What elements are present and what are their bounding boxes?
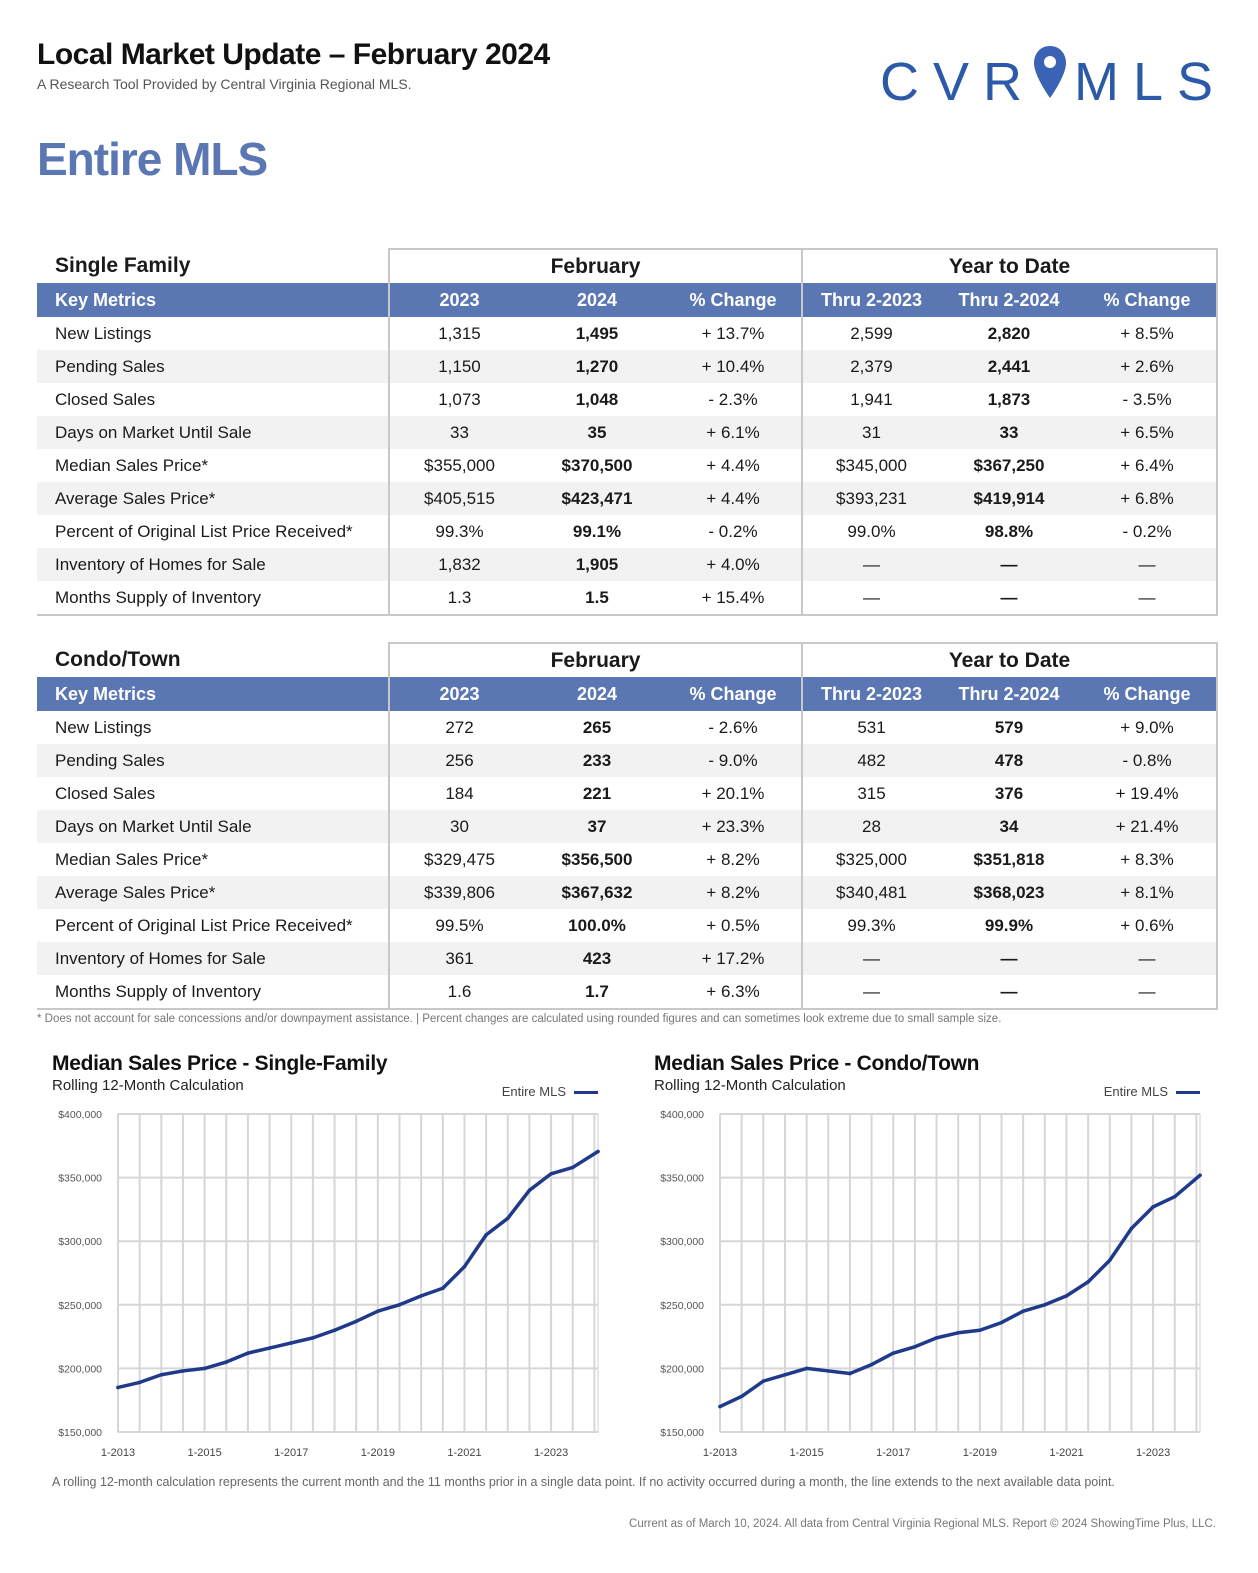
page-subtitle: A Research Tool Provided by Central Virginia Regional MLS.: [37, 76, 412, 92]
metric-value: 265: [582, 717, 612, 737]
metric-value: + 4.4%: [706, 455, 760, 475]
data-point: [762, 1379, 766, 1383]
rolling-calculation-note: A rolling 12-month calculation represents the current month and the 11 months prior in a single data point. If no activity occurred during a month, the line extends to the next available data point.: [52, 1475, 1115, 1489]
table-row: [37, 843, 1217, 876]
y-tick-label: $300,000: [660, 1236, 704, 1249]
metric-value: 233: [529, 744, 665, 777]
data-point: [826, 1369, 830, 1373]
chart-subtitle: Rolling 12-Month Calculation: [654, 1077, 846, 1094]
page-title: Local Market Update – February 2024: [37, 38, 550, 71]
metric-value: 34: [940, 810, 1078, 843]
chart-subtitle: Rolling 12-Month Calculation: [52, 1077, 244, 1094]
metric-value: 99.1%: [572, 521, 622, 541]
metric-value: + 8.2%: [665, 876, 802, 909]
table-row: [37, 909, 1217, 942]
data-point: [354, 1320, 358, 1324]
table-row: [37, 383, 1217, 416]
data-point: [1130, 1227, 1134, 1231]
x-tick-label: 1-2017: [274, 1447, 309, 1459]
data-point: [246, 1351, 250, 1355]
metric-value: + 6.8%: [1078, 482, 1217, 515]
metric-value: 35: [529, 416, 665, 449]
y-tick-label: $200,000: [58, 1363, 102, 1376]
data-point: [1043, 1303, 1047, 1307]
metric-label: Months Supply of Inventory: [37, 975, 389, 1009]
metric-value: + 6.1%: [665, 416, 802, 449]
map-pin-icon: [1034, 46, 1066, 98]
data-point: [311, 1336, 315, 1340]
x-tick-label: 1-2015: [187, 1447, 222, 1459]
column-header: % Change: [1078, 677, 1217, 711]
metric-value: + 4.4%: [665, 482, 802, 515]
x-tick-label: 1-2023: [533, 1447, 569, 1459]
data-point: [116, 1386, 120, 1390]
metric-value: - 0.8%: [1078, 744, 1217, 777]
table-row: [37, 515, 1217, 548]
metric-value: - 9.0%: [665, 744, 802, 777]
metric-value: + 8.1%: [1078, 876, 1217, 909]
group-month-header: February: [389, 643, 802, 677]
metric-value: + 0.6%: [1078, 909, 1217, 942]
metric-value: 1,941: [802, 383, 940, 416]
data-point: [891, 1351, 895, 1355]
metric-value: $367,632: [529, 876, 665, 909]
legend-label: Entire MLS: [1103, 1084, 1168, 1099]
x-tick-label: 1-2019: [360, 1447, 395, 1459]
metric-value: 361: [389, 942, 529, 975]
table-row: [37, 942, 1217, 975]
metric-label: Median Sales Price*: [55, 455, 209, 475]
data-point: [224, 1360, 228, 1364]
x-tick-label: 1-2013: [100, 1447, 136, 1459]
metric-value: 184: [389, 777, 529, 810]
metric-value: $339,806: [389, 876, 529, 909]
column-header: % Change: [665, 677, 802, 711]
metric-value: —: [940, 581, 1078, 615]
x-tick-label: 1-2013: [702, 1447, 738, 1459]
metric-value: $419,914: [940, 482, 1078, 515]
metric-value: + 19.4%: [1078, 777, 1217, 810]
metric-value: —: [802, 942, 940, 975]
condo-town-price-chart: [642, 1100, 1222, 1470]
metric-value: —: [802, 975, 940, 1009]
metric-value: —: [1078, 581, 1217, 615]
table-body: [37, 711, 1217, 1009]
metric-value: 98.8%: [984, 521, 1034, 541]
y-tick-label: $150,000: [660, 1427, 704, 1439]
metric-value: 531: [802, 711, 940, 744]
metric-value: —: [940, 942, 1078, 975]
metric-value: - 3.5%: [1078, 383, 1217, 416]
metric-value: $356,500: [561, 849, 633, 869]
metric-value: - 2.6%: [708, 717, 758, 737]
metric-label: Months Supply of Inventory: [37, 581, 389, 615]
column-header: 2024: [529, 283, 665, 317]
metric-value: 478: [940, 744, 1078, 777]
data-point: [571, 1166, 575, 1170]
metric-value: 37: [529, 810, 665, 843]
table-row: [37, 350, 1217, 383]
data-point: [419, 1294, 423, 1298]
metric-value: 1,270: [529, 350, 665, 383]
data-point: [935, 1336, 939, 1340]
metric-value: —: [1078, 548, 1217, 581]
data-point: [1198, 1173, 1202, 1177]
table-row: [37, 548, 1217, 581]
metric-value: 2,820: [987, 323, 1031, 343]
metric-value: 99.9%: [984, 915, 1034, 935]
metric-value: 376: [994, 783, 1024, 803]
metric-value: + 6.3%: [665, 975, 802, 1009]
metric-value: —: [1078, 942, 1217, 975]
group-ytd-header: Year to Date: [802, 643, 1217, 677]
metric-value: 33: [389, 416, 529, 449]
data-point: [506, 1217, 510, 1221]
metric-value: 2,379: [802, 350, 940, 383]
metric-value: 1,073: [389, 383, 529, 416]
metric-value: + 17.2%: [665, 942, 802, 975]
metric-value: $340,481: [802, 876, 940, 909]
metric-label: Median Sales Price*: [55, 849, 209, 869]
metric-value: + 20.1%: [701, 783, 765, 803]
metric-value: 272: [389, 711, 529, 744]
metric-value: 1.3: [389, 581, 529, 615]
data-point: [181, 1369, 185, 1373]
plot-area: [720, 1114, 1200, 1432]
metric-label: Pending Sales: [37, 744, 389, 777]
metric-value: 1,048: [575, 389, 619, 409]
data-point: [376, 1309, 380, 1313]
metric-value: —: [802, 548, 940, 581]
metric-value: $351,818: [973, 849, 1045, 869]
metric-value: 28: [802, 810, 940, 843]
metric-value: 31: [802, 416, 940, 449]
x-tick-label: 1-2023: [1135, 1447, 1171, 1459]
metric-value: —: [802, 581, 940, 615]
data-point: [596, 1150, 600, 1154]
metric-value: + 13.7%: [701, 323, 765, 343]
column-header: Thru 2-2023: [802, 677, 940, 711]
metric-value: + 8.5%: [1078, 317, 1217, 350]
data-point: [1151, 1205, 1155, 1209]
data-point: [484, 1233, 488, 1237]
table-row: [37, 876, 1217, 909]
table-row: [37, 416, 1217, 449]
metric-value: $367,250: [973, 455, 1045, 475]
condo-town-table: [37, 642, 1218, 1010]
legend-swatch: [1176, 1091, 1200, 1094]
x-tick-label: 1-2019: [962, 1447, 997, 1459]
metric-value: $405,515: [389, 482, 529, 515]
metric-label: Average Sales Price*: [37, 876, 389, 909]
data-point: [268, 1346, 272, 1350]
column-header: Thru 2-2024: [940, 283, 1078, 317]
metric-label: Percent of Original List Price Received*: [55, 521, 353, 541]
metric-label: New Listings: [55, 323, 152, 343]
metric-label: New Listings: [55, 717, 152, 737]
metric-value: + 0.5%: [706, 915, 760, 935]
metric-value: - 2.3%: [708, 389, 758, 409]
logo-text-right: MLS: [1074, 52, 1228, 112]
column-header: Key Metrics: [37, 283, 389, 317]
metric-value: 1,905: [529, 548, 665, 581]
x-tick-label: 1-2021: [447, 1447, 482, 1459]
table-row: [37, 317, 1217, 350]
metric-value: 33: [940, 416, 1078, 449]
column-header: % Change: [665, 283, 802, 317]
group-ytd-header: Year to Date: [802, 249, 1217, 283]
y-tick-label: $350,000: [58, 1172, 102, 1185]
metric-value: 221: [582, 783, 612, 803]
region-title: Entire MLS: [37, 133, 268, 185]
metric-value: + 15.4%: [665, 581, 802, 615]
metric-value: 1,150: [389, 350, 529, 383]
metric-value: 30: [389, 810, 529, 843]
metric-value: $370,500: [561, 455, 633, 475]
metric-value: $368,023: [940, 876, 1078, 909]
data-point: [1086, 1280, 1090, 1284]
metric-value: + 8.2%: [706, 849, 760, 869]
metric-value: 256: [389, 744, 529, 777]
data-point: [848, 1372, 852, 1376]
metric-value: $393,231: [802, 482, 940, 515]
y-tick-label: $250,000: [58, 1299, 102, 1312]
single-family-table: [37, 248, 1218, 616]
column-header: 2023: [389, 283, 529, 317]
table-row: [37, 581, 1217, 615]
metric-value: + 23.3%: [665, 810, 802, 843]
metric-value: 1.5: [529, 581, 665, 615]
metric-value: + 4.0%: [665, 548, 802, 581]
metric-value: —: [940, 975, 1078, 1009]
x-tick-label: 1-2015: [789, 1447, 824, 1459]
table-row: [37, 975, 1217, 1009]
cvrmls-logo: [880, 40, 1228, 112]
metric-value: $325,000: [802, 843, 940, 876]
chart-legend: [1072, 1084, 1200, 1099]
y-tick-label: $150,000: [58, 1427, 102, 1439]
data-point: [1000, 1321, 1004, 1325]
metric-label: Pending Sales: [37, 350, 389, 383]
data-point: [528, 1189, 532, 1193]
metric-value: 99.0%: [802, 515, 940, 548]
metric-value: —: [940, 548, 1078, 581]
footnote: * Does not account for sale concessions and/or downpayment assistance. | Percent changes are calculated using rounded figures and can sometimes look extreme due to small sample size.: [37, 1013, 1002, 1025]
metric-value: $345,000: [802, 449, 940, 482]
data-point: [740, 1395, 744, 1399]
metric-value: —: [1078, 975, 1217, 1009]
data-point: [289, 1341, 293, 1345]
metric-value: 99.3%: [802, 909, 940, 942]
x-tick-label: 1-2017: [876, 1447, 911, 1459]
data-point: [805, 1367, 809, 1371]
plot-area: [118, 1114, 598, 1432]
metric-value: $423,471: [529, 482, 665, 515]
y-tick-label: $300,000: [58, 1236, 102, 1249]
data-point: [978, 1328, 982, 1332]
column-header: Thru 2-2024: [940, 677, 1078, 711]
metric-label: Average Sales Price*: [37, 482, 389, 515]
table-row: [37, 777, 1217, 810]
data-point: [783, 1373, 787, 1377]
data-point: [333, 1328, 337, 1332]
group-month-header: February: [389, 249, 802, 283]
metric-value: 579: [994, 717, 1024, 737]
data-point: [1173, 1195, 1177, 1199]
metric-value: 99.3%: [389, 515, 529, 548]
table-row: [37, 744, 1217, 777]
metric-label: Inventory of Homes for Sale: [37, 548, 389, 581]
legend-swatch: [574, 1091, 598, 1094]
metric-value: $329,475: [389, 843, 529, 876]
table-name: Condo/Town: [55, 648, 181, 671]
metric-value: 1,495: [575, 323, 619, 343]
metric-value: 99.5%: [389, 909, 529, 942]
legend-label: Entire MLS: [501, 1084, 566, 1099]
metric-label: Closed Sales: [55, 783, 156, 803]
metric-label: Days on Market Until Sale: [37, 810, 389, 843]
data-point: [441, 1286, 445, 1290]
metric-value: + 2.6%: [1078, 350, 1217, 383]
metric-value: 1,832: [389, 548, 529, 581]
metric-value: 423: [529, 942, 665, 975]
metric-value: - 0.2%: [1078, 515, 1217, 548]
metric-value: $355,000: [389, 449, 529, 482]
chart-title: Median Sales Price - Condo/Town: [654, 1052, 980, 1075]
data-point: [160, 1373, 164, 1377]
chart-legend: [470, 1084, 598, 1099]
metric-label: Closed Sales: [55, 389, 156, 409]
metric-value: 1.6: [389, 975, 529, 1009]
data-point: [913, 1345, 917, 1349]
metric-value: + 9.0%: [1078, 711, 1217, 744]
data-point: [398, 1303, 402, 1307]
metric-label: Inventory of Homes for Sale: [37, 942, 389, 975]
metric-value: + 6.4%: [1078, 449, 1217, 482]
single-family-price-chart: [40, 1100, 620, 1470]
metric-value: + 10.4%: [665, 350, 802, 383]
data-point: [956, 1331, 960, 1335]
metric-label: Percent of Original List Price Received*: [55, 915, 353, 935]
logo-text-left: CVR: [880, 52, 1037, 112]
metric-value: 315: [802, 777, 940, 810]
table-row: [37, 482, 1217, 515]
metric-label: Days on Market Until Sale: [37, 416, 389, 449]
metric-value: 1,873: [987, 389, 1031, 409]
column-header: Thru 2-2023: [802, 283, 940, 317]
y-tick-label: $200,000: [660, 1363, 704, 1376]
data-point: [203, 1367, 207, 1371]
data-point: [1021, 1309, 1025, 1313]
column-header: 2024: [529, 677, 665, 711]
y-tick-label: $400,000: [660, 1109, 704, 1121]
table-row: [37, 711, 1217, 744]
chart-title: Median Sales Price - Single-Family: [52, 1052, 388, 1075]
metric-value: + 8.3%: [1078, 843, 1217, 876]
source-note: Current as of March 10, 2024. All data from Central Virginia Regional MLS. Report © 2024 ShowingTime Plus, LLC.: [629, 1518, 1216, 1530]
metric-value: 1,315: [389, 317, 529, 350]
data-point: [138, 1381, 142, 1385]
table-name: Single Family: [55, 254, 191, 277]
data-point: [718, 1405, 722, 1409]
column-header: 2023: [389, 677, 529, 711]
data-point: [870, 1363, 874, 1367]
metric-value: 482: [802, 744, 940, 777]
data-point: [463, 1265, 467, 1269]
table-body: [37, 317, 1217, 615]
y-tick-label: $400,000: [58, 1109, 102, 1121]
data-point: [1065, 1294, 1069, 1298]
column-header: % Change: [1078, 283, 1217, 317]
metric-value: + 21.4%: [1078, 810, 1217, 843]
table-row: [37, 810, 1217, 843]
metric-value: + 6.5%: [1078, 416, 1217, 449]
x-tick-label: 1-2021: [1049, 1447, 1084, 1459]
metric-value: - 0.2%: [708, 521, 758, 541]
metric-value: 100.0%: [568, 915, 626, 935]
data-point: [1108, 1258, 1112, 1262]
metric-value: 2,441: [940, 350, 1078, 383]
metric-value: 2,599: [802, 317, 940, 350]
data-point: [549, 1172, 553, 1176]
y-tick-label: $350,000: [660, 1172, 704, 1185]
metric-value: 1.7: [529, 975, 665, 1009]
column-header: Key Metrics: [37, 677, 389, 711]
y-tick-label: $250,000: [660, 1299, 704, 1312]
table-row: [37, 449, 1217, 482]
